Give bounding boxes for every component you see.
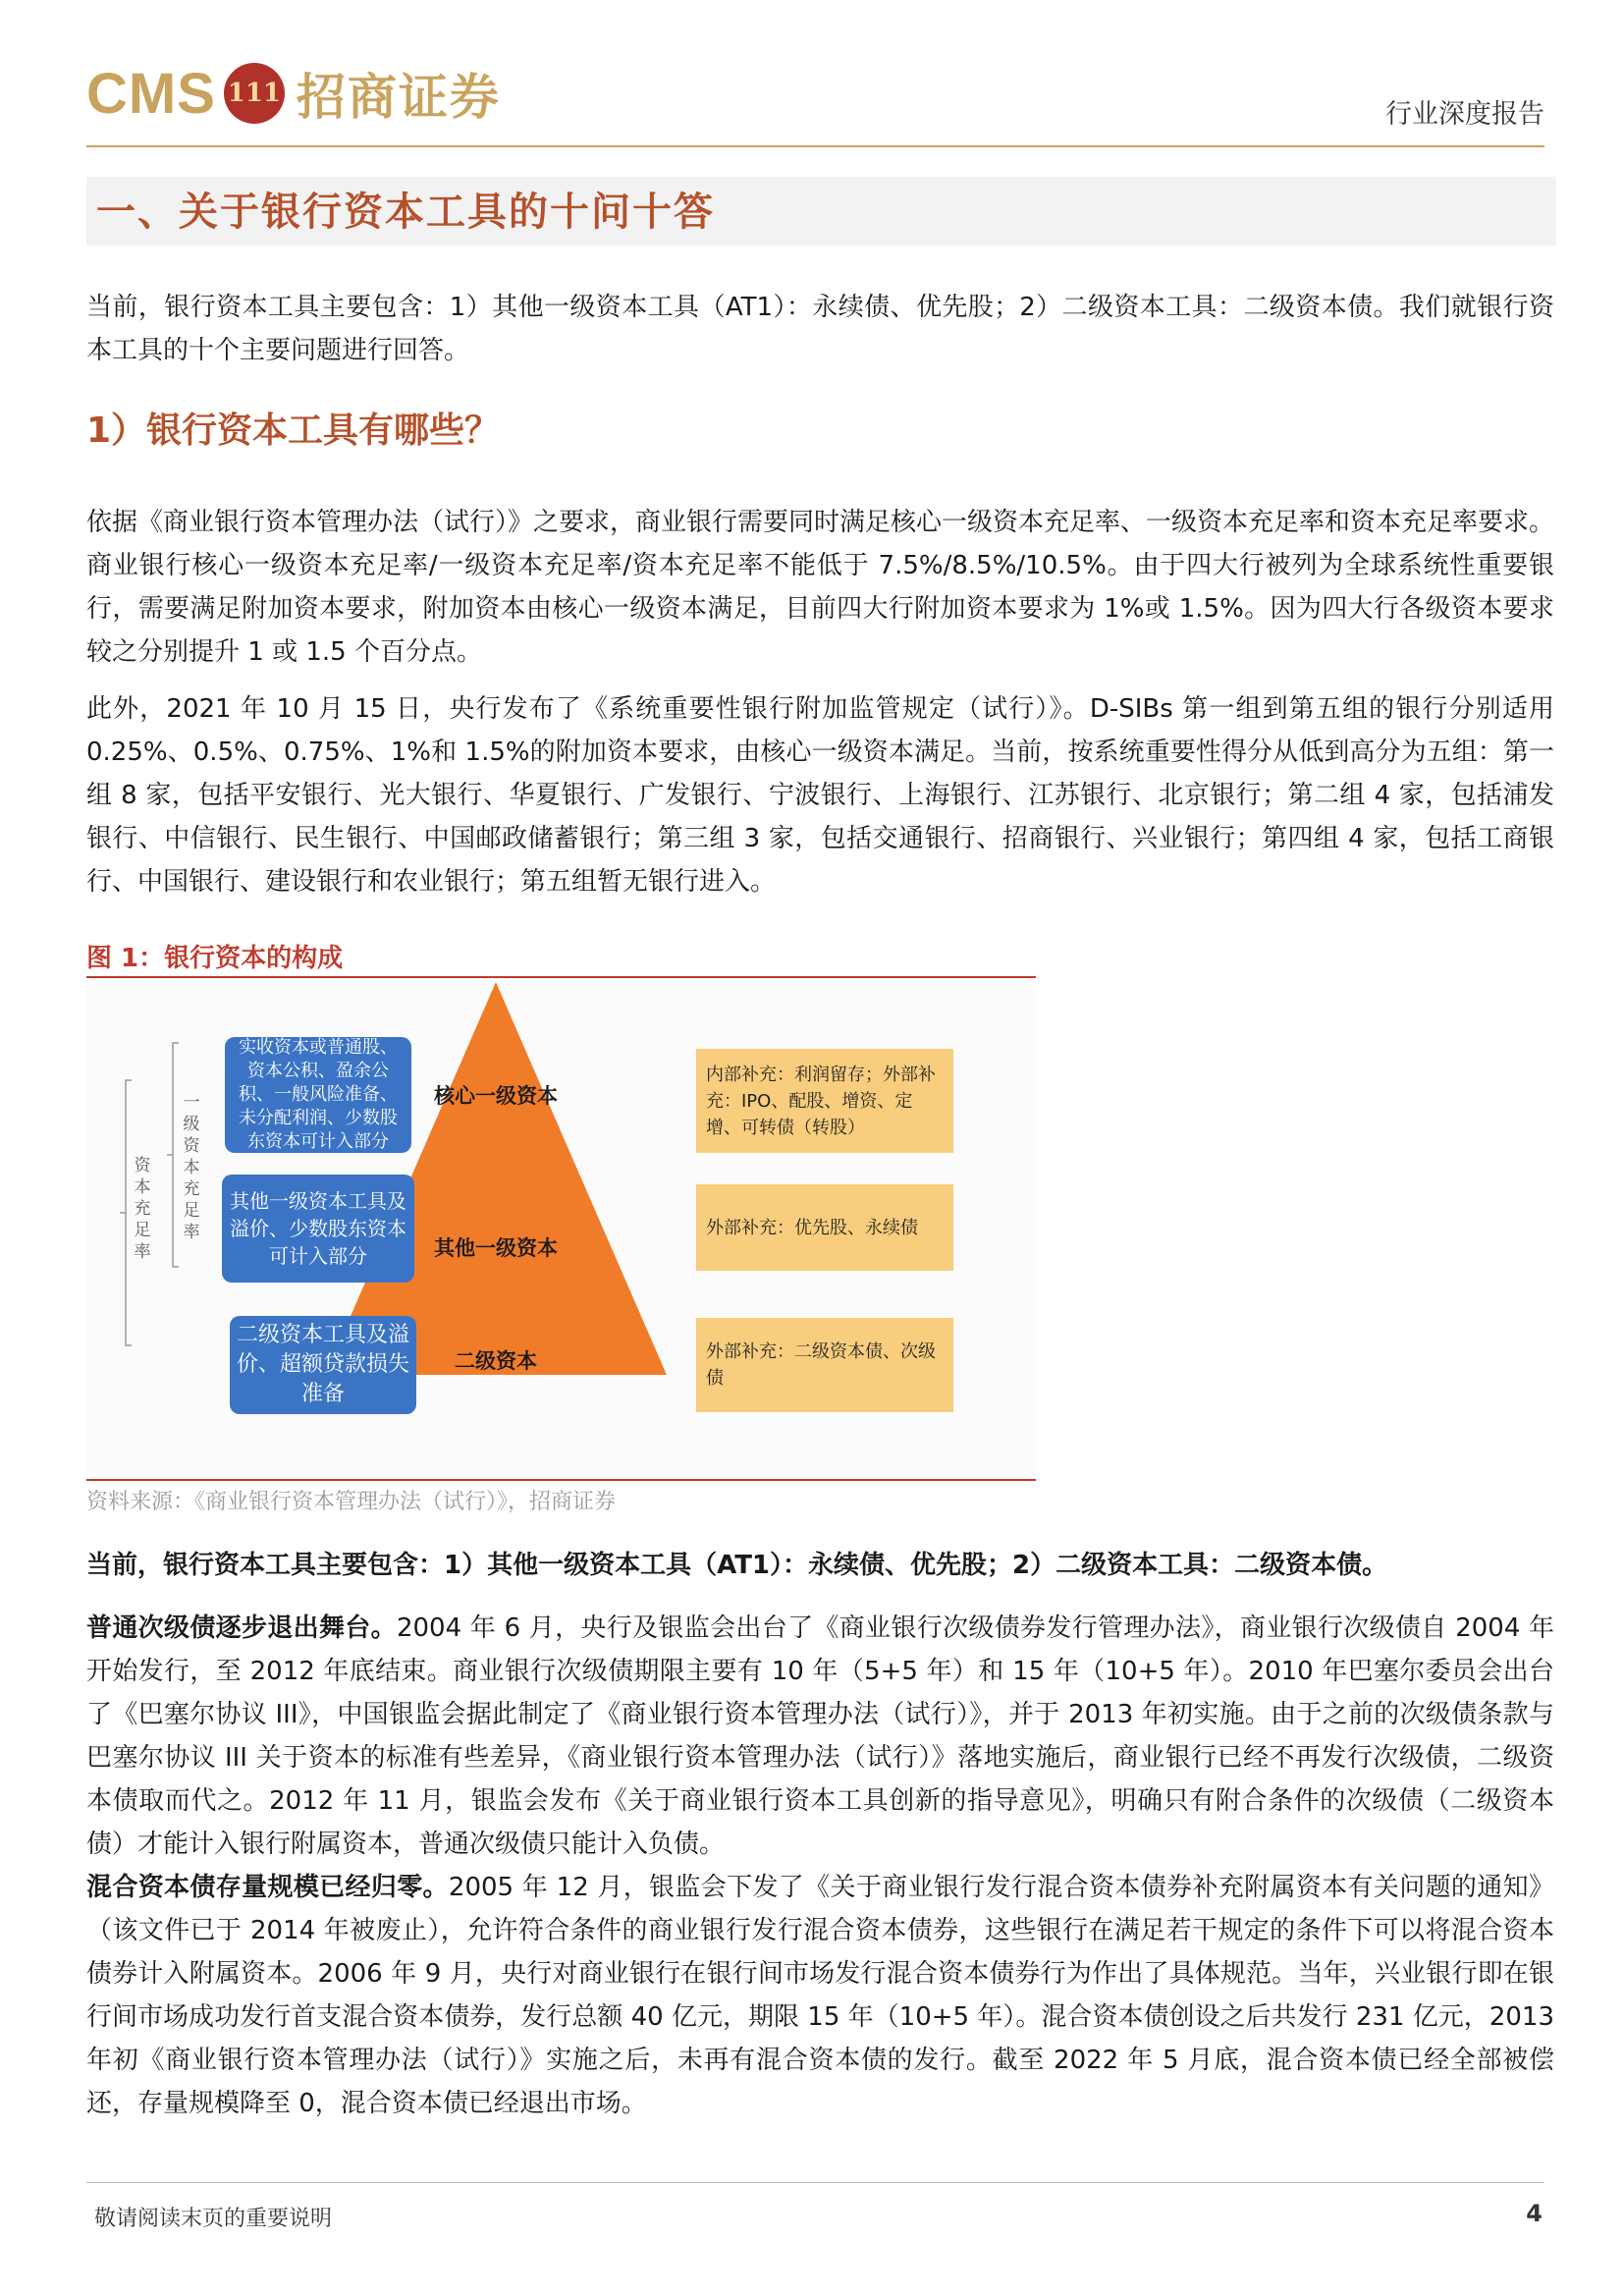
capital-structure-diagram — [86, 982, 1036, 1473]
paragraph-4-lead: 混合资本债存量规模已经归零。 — [86, 1873, 449, 1902]
blue-box-additional-tier1: 其他一级资本工具及溢价、少数股东资本可计入部分 — [222, 1175, 414, 1283]
logo-cn-text: 招商证券 — [296, 68, 501, 126]
tier-core-tier1-label: 核心一级资本 — [434, 1084, 558, 1108]
paragraph-4 — [86, 1866, 1554, 2125]
cms-logo — [86, 59, 501, 128]
orange-box-additional-tier1: 外部补充：优先股、永续债 — [696, 1184, 953, 1271]
page-number: 4 — [1526, 2200, 1542, 2227]
logo-badge-icon: 111 — [224, 63, 285, 124]
capital-ratio-label: 资本充足率 — [134, 1156, 151, 1262]
orange-box-core-tier1: 内部补充：利润留存；外部补充：IPO、配股、增资、定增、可转债（转股） — [696, 1049, 953, 1153]
paragraph-4-body: 2005 年 12 月，银监会下发了《关于商业银行发行混合资本债券补充附属资本有关问题的通知》（该文件已于 2014 年被废止），允许符合条件的商业银行发行混合资本债券，这些银行在满足若干规定的条件下可以将混合资本债券计入附属资本。2006 年 9 月，央行对商业银行在银行间市场发行混合资本债券行为作出了具体规范。当年，兴业银行即在银行间市场成功发行首支混合资本债券，发行总额 40 亿元，期限 15 年（10+5 年）。混合资本债创设之后共发行 231 亿元，2013 年初《商业银行资本管理办法（试行）》实施之后，未再有混合资本债的发行。截至 2022 年 5 月底，混合资本债已经全部被偿还，存量规模降至 0，混合资本债已经退出市场。 — [86, 1873, 1554, 2118]
blue-box-core-tier1: 实收资本或普通股、资本公积、盈余公积、一般风险准备、未分配利润、少数股东资本可计入部分 — [225, 1037, 411, 1153]
paragraph-3-body: 2004 年 6 月，央行及银监会出台了《商业银行次级债券发行管理办法》，商业银行次级债自 2004 年开始发行，至 2012 年底结束。商业银行次级债期限主要有 10 年（5+5 年）和 15 年（10+5 年）。2010 年巴塞尔委员会出台了《巴塞尔协议 III》，中国银监会据此制定了《商业银行资本管理办法（试行）》，并于 2013 年初实施。由于之前的次级债条款与巴塞尔协议 III 关于资本的标准有些差异，《商业银行资本管理办法（试行）》落地实施后，商业银行已经不再发行次级债，二级资本债取而代之。2012 年 11 月，银监会发布《关于商业银行资本工具创新的指导意见》，明确只有附合条件的次级债（二级资本债）才能计入银行附属资本，普通次级债只能计入负债。 — [86, 1613, 1554, 1859]
intro-paragraph: 当前，银行资本工具主要包含：1）其他一级资本工具（AT1）：永续债、优先股；2）二级资本工具：二级资本债。我们就银行资本工具的十个主要问题进行回答。 — [86, 293, 1554, 365]
report-type: 行业深度报告 — [1385, 99, 1544, 130]
figure-top-rule — [86, 976, 1036, 978]
summary-line: 当前，银行资本工具主要包含：1）其他一级资本工具（AT1）：永续债、优先股；2）二级资本工具：二级资本债。 — [86, 1551, 1388, 1580]
blue-box-tier2: 二级资本工具及溢价、超额贷款损失准备 — [230, 1316, 416, 1414]
footer-divider — [86, 2182, 1544, 2183]
paragraph-2: 此外，2021 年 10 月 15 日，央行发布了《系统重要性银行附加监管规定（试行）》。D-SIBs 第一组到第五组的银行分别适用 0.25%、0.5%、0.75%、1%和 1.5%的附加资本要求，由核心一级资本满足。当前，按系统重要性得分从低到高分为五组：第一组 8 家，包括平安银行、光大银行、华夏银行、广发银行、宁波银行、上海银行、江苏银行、北京银行；第二组 4 家，包括浦发银行、中信银行、民生银行、中国邮政储蓄银行；第三组 3 家，包括交通银行、招商银行、兴业银行；第四组 4 家，包括工商银行、中国银行、建设银行和农业银行；第五组暂无银行进入。 — [86, 694, 1554, 897]
section-title: 一、关于银行资本工具的十问十答 — [96, 189, 715, 235]
footer-note: 敬请阅读末页的重要说明 — [94, 2207, 333, 2231]
tier-tier2-label: 二级资本 — [455, 1349, 537, 1373]
figure-bottom-rule — [86, 1479, 1036, 1481]
paragraph-3 — [86, 1607, 1554, 1866]
subheading: 1）银行资本工具有哪些？ — [86, 410, 501, 451]
paragraph-1: 依据《商业银行资本管理办法（试行）》之要求，商业银行需要同时满足核心一级资本充足率、一级资本充足率和资本充足率要求。商业银行核心一级资本充足率/一级资本充足率/资本充足率不能低于 7.5%/8.5%/10.5%。由于四大行被列为全球系统性重要银行，需要满足附加资本要求，附加资本由核心一级资本满足，目前四大行附加资本要求为 1%或 1.5%。因为四大行各级资本要求较之分别提升 1 或 1.5 个百分点。 — [86, 508, 1555, 667]
figure-title: 图 1：银行资本的构成 — [86, 944, 344, 973]
tier1-ratio-label: 一级资本充足率 — [183, 1093, 200, 1242]
figure-source: 资料来源：《商业银行资本管理办法（试行）》，招商证券 — [86, 1490, 617, 1514]
tier-additional-tier1-label: 其他一级资本 — [434, 1236, 558, 1260]
header-divider — [86, 145, 1544, 147]
logo-text: CMS — [86, 61, 216, 126]
orange-box-tier2: 外部补充：二级资本债、次级债 — [696, 1318, 953, 1412]
paragraph-3-lead: 普通次级债逐步退出舞台。 — [86, 1613, 397, 1643]
